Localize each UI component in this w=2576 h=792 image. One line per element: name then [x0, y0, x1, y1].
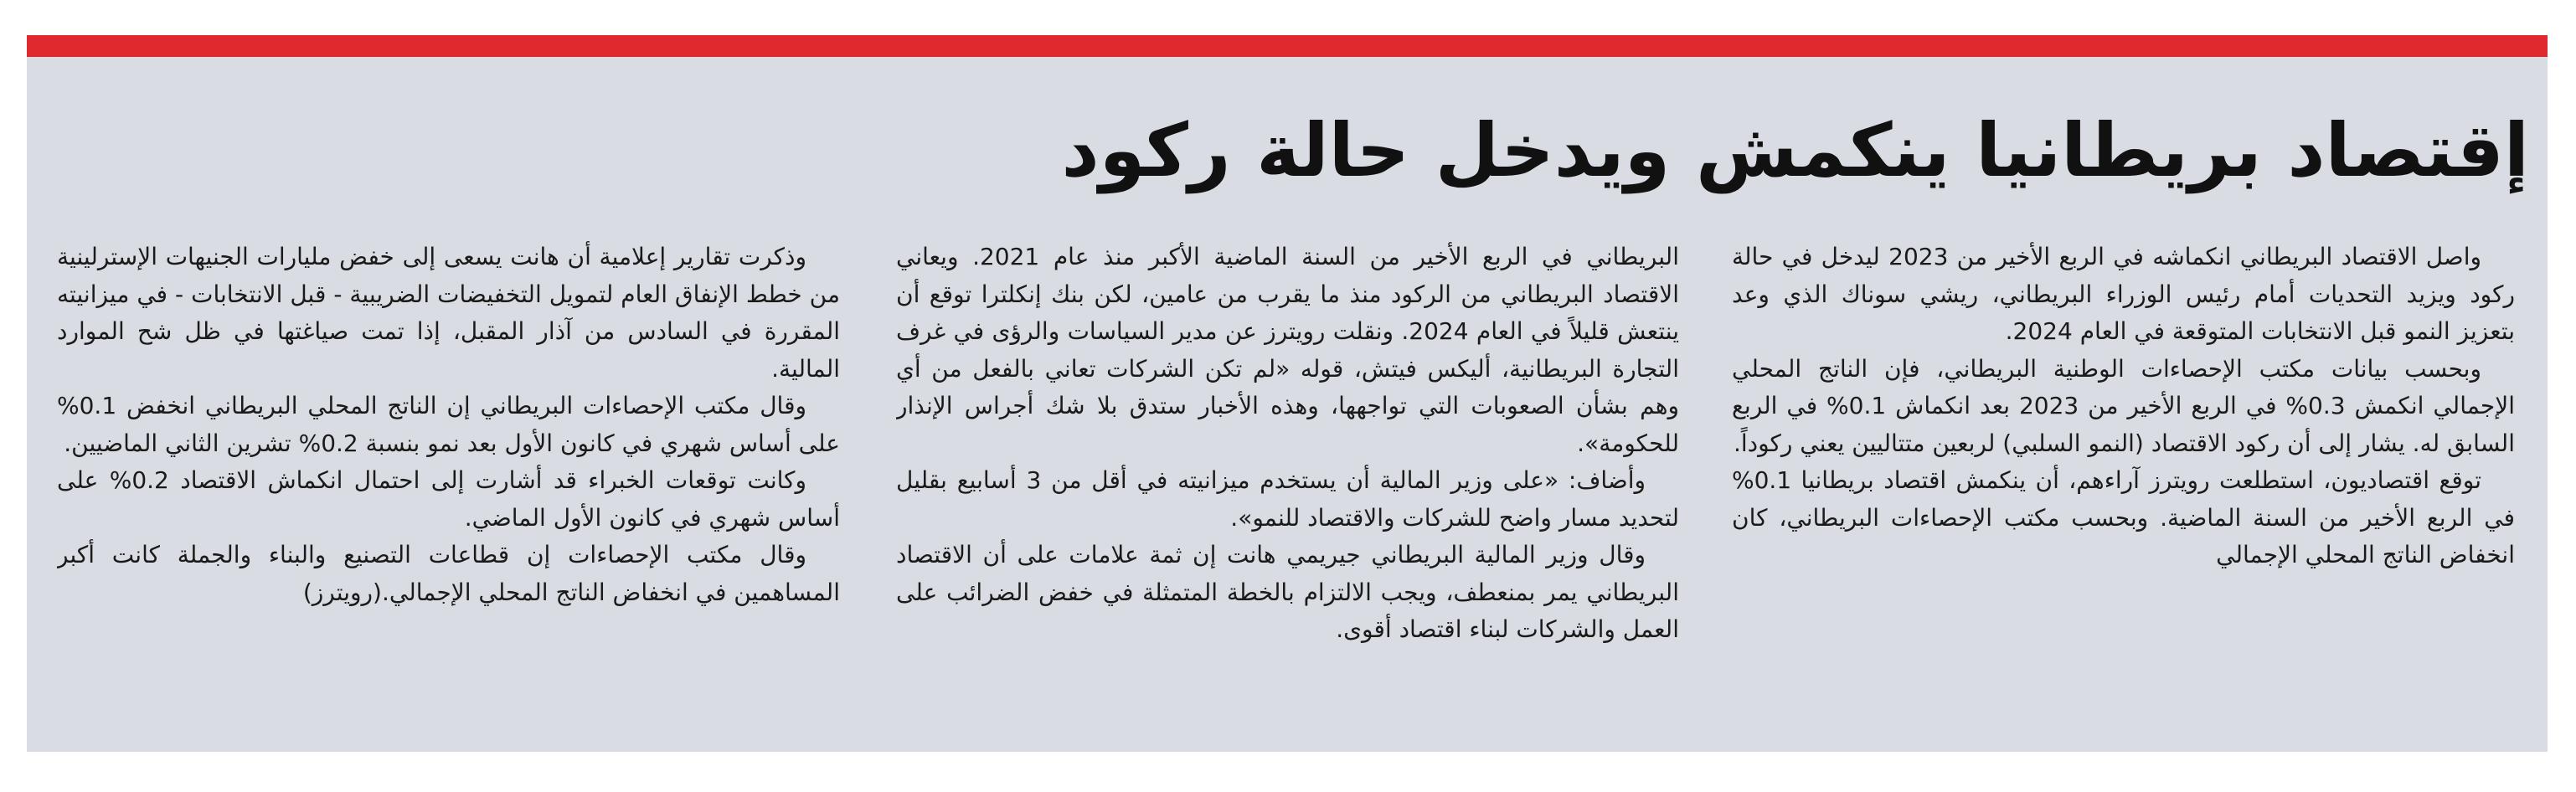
article-column-2 — [896, 239, 1679, 724]
paragraph: وبحسب بيانات مكتب الإحصاءات الوطنية البريطاني، فإن الناتج المحلي الإجمالي انكمش 0.3% في الربع الأخير من 2023 بعد انكماش 0.1% في الربع السابق له. يشار إلى أن ركود الاقتصاد (النمو السلبي) لربعين متتاليين يعني ركوداً. — [1732, 354, 2515, 457]
article-column-3 — [57, 239, 840, 724]
paragraph: واصل الاقتصاد البريطاني انكماشه في الربع الأخير من 2023 ليدخل في حالة ركود ويزيد التحديات أمام رئيس الوزراء البريطاني، ريشي سوناك الذي وعد بتعزيز النمو قبل الانتخابات المتوقعة في العام 2024. — [1732, 243, 2515, 345]
paragraph: وذكرت تقارير إعلامية أن هانت يسعى إلى خفض مليارات الجنيهات الإسترلينية من خطط الإنفاق العام لتمويل التخفيضات الضريبية - قبل الانتخابات - في ميزانيته المقررة في السادس من آذار المقبل، إذا تمت صياغتها في ظل شح الموارد المالية. — [57, 243, 840, 383]
paragraph: توقع اقتصاديون، استطلعت رويترز آراءهم، أن ينكمش اقتصاد بريطانيا 0.1% في الربع الأخير من السنة الماضية. وبحسب مكتب الإحصاءات البريطاني، كان انخفاض الناتج المحلي الإجمالي — [1732, 466, 2515, 568]
paragraph: وقال وزير المالية البريطاني جيريمي هانت إن ثمة علامات على أن الاقتصاد البريطاني يمر بمنعطف، ويجب الالتزام بالخطة المتمثلة في خفض الضرائب على العمل والشركات لبناء اقتصاد أقوى. — [896, 541, 1679, 643]
paragraph: وكانت توقعات الخبراء قد أشارت إلى احتمال انكماش الاقتصاد 0.2% على أساس شهري في كانون الأول الماضي. — [57, 466, 840, 532]
paragraph: وأضاف: «على وزير المالية أن يستخدم ميزانيته في أقل من 3 أسابيع بقليل لتحديد مسار واضح للشركات والاقتصاد للنمو». — [896, 466, 1679, 532]
paragraph: البريطاني في الربع الأخير من السنة الماضية الأكبر منذ عام 2021. ويعاني الاقتصاد البريطاني من الركود منذ ما يقرب من عامين، لكن بنك إنكلترا توقع أن ينتعش قليلاً في العام 2024. ونقلت رويترز عن مدير السياسات والرؤى في غرف التجارة البريطانية، أليكس فيتش، قوله «لم تكن الشركات تعاني بالفعل من أي وهم بشأن الصعوبات التي تواجهها، وهذه الأخبار ستدق بلا شك أجراس الإنذار للحكومة». — [896, 243, 1679, 457]
header-accent-bar — [27, 35, 2548, 57]
paragraph: وقال مكتب الإحصاءات إن قطاعات التصنيع والبناء والجملة كانت أكبر المساهمين في انخفاض الناتج المحلي الإجمالي.(رويترز) — [57, 541, 840, 606]
article-column-1 — [1732, 239, 2515, 724]
article-headline: إقتصاد بريطانيا ينكمش ويدخل حالة ركود — [1061, 107, 2529, 193]
paragraph: وقال مكتب الإحصاءات البريطاني إن الناتج المحلي البريطاني انخفض 0.1% على أساس شهري في كانون الأول بعد نمو بنسبة 0.2% تشرين الثاني الماضيين. — [57, 392, 840, 457]
